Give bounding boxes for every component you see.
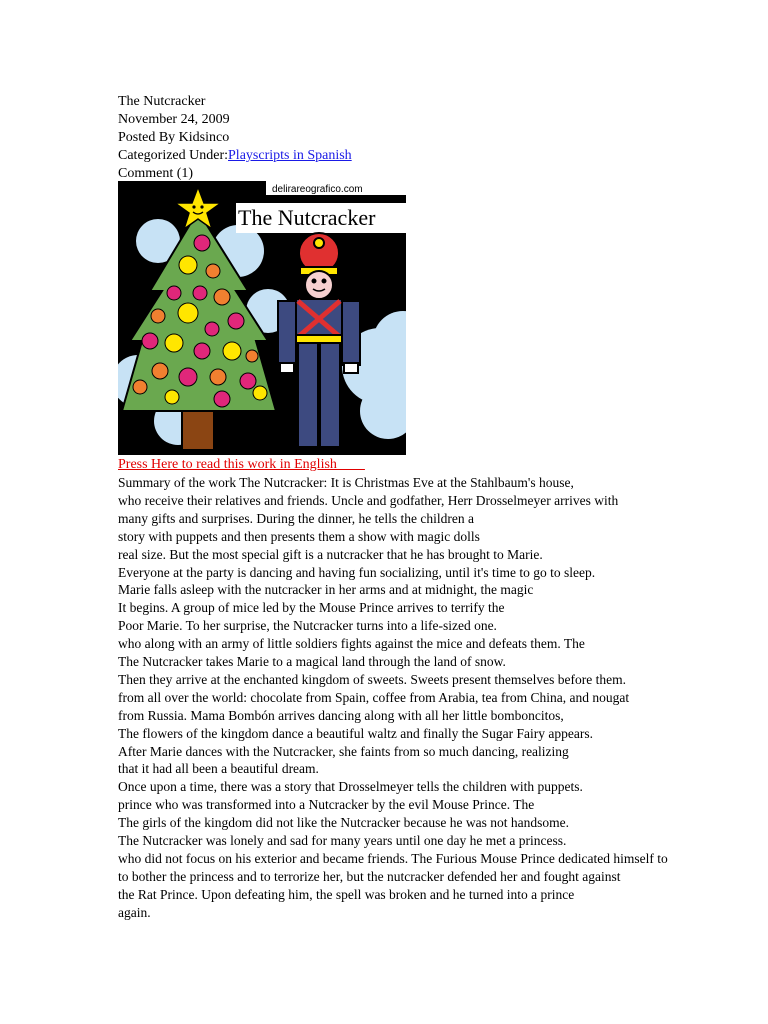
summary-line: prince who was transformed into a Nutcracker by the evil Mouse Prince. The bbox=[118, 797, 535, 813]
summary-line: Everyone at the party is dancing and having fun socializing, until it's time to go to sleep. bbox=[118, 564, 596, 580]
summary-line: Summary of the work The Nutcracker: It is Christmas Eve at the Stahlbaum's house, bbox=[118, 475, 574, 490]
post-date: November 24, 2009 bbox=[118, 112, 230, 127]
summary-line: story with puppets and then presents them a show with magic dolls bbox=[118, 528, 480, 544]
category-prefix: Categorized Under: bbox=[118, 148, 229, 163]
summary-line: many gifts and surprises. During the dinner, he tells the children a bbox=[118, 510, 474, 526]
summary-line: who did not focus on his exterior and became friends. The Furious Mouse Prince dedicated himself to bbox=[118, 850, 668, 866]
comment-count: Comment (1) bbox=[118, 166, 194, 181]
post-title: The Nutcracker bbox=[118, 94, 206, 109]
category-link[interactable]: Playscripts in Spanish bbox=[228, 148, 352, 163]
summary-line: the Rat Prince. Upon defeating him, the spell was broken and he turned into a prince bbox=[118, 886, 575, 902]
post-category bbox=[118, 147, 352, 165]
summary-line: The flowers of the kingdom dance a beautiful waltz and finally the Sugar Fairy appears. bbox=[118, 725, 593, 741]
summary-line: It begins. A group of mice led by the Mouse Prince arrives to terrify the bbox=[118, 600, 505, 616]
summary-line: again. bbox=[118, 904, 151, 920]
summary-line: who receive their relatives and friends. Uncle and godfather, Herr Drosselmeyer arrives with bbox=[118, 492, 619, 508]
summary-line: Marie falls asleep with the nutcracker in her arms and at midnight, the magic bbox=[118, 582, 534, 598]
tree-trunk bbox=[182, 406, 214, 450]
summary-line: The girls of the kingdom did not like the Nutcracker because he was not handsome. bbox=[118, 815, 569, 831]
summary-line: who along with an army of little soldiers fights against the mice and defeats them. The bbox=[118, 636, 585, 652]
summary-line: Poor Marie. To her surprise, the Nutcracker turns into a life-sized one. bbox=[118, 618, 497, 634]
summary-line: from all over the world: chocolate from Spain, coffee from Arabia, tea from China, and nougat bbox=[118, 689, 630, 705]
watermark-text: delirareografico.com bbox=[272, 184, 363, 195]
summary-line: to bother the princess and to terrorize her, but the nutcracker defended her and fought against bbox=[118, 868, 621, 884]
summary-line: from Russia. Mama Bombón arrives dancing along with all her little bomboncitos, bbox=[118, 707, 564, 723]
summary-line: that it had all been a beautiful dream. bbox=[118, 761, 319, 777]
illustration-caption: The Nutcracker bbox=[238, 205, 376, 230]
summary-line: The Nutcracker was lonely and sad for many years until one day he met a princess. bbox=[118, 833, 567, 848]
summary-line: Then they arrive at the enchanted kingdom of sweets. Sweets present themselves before them. bbox=[118, 671, 626, 687]
read-in-english-link[interactable]: Press Here to read this work in English bbox=[118, 457, 365, 472]
nutcracker-illustration bbox=[118, 181, 406, 455]
summary-line: After Marie dances with the Nutcracker, she faints from so much dancing, realizing bbox=[118, 743, 569, 759]
summary-line: real size. But the most special gift is a nutcracker that he has brought to Marie. bbox=[118, 546, 543, 562]
post-author: Posted By Kidsinco bbox=[118, 130, 230, 145]
summary-line: The Nutcracker takes Marie to a magical land through the land of snow. bbox=[118, 654, 506, 669]
summary-line: Once upon a time, there was a story that Drosselmeyer tells the children with puppets. bbox=[118, 779, 583, 795]
